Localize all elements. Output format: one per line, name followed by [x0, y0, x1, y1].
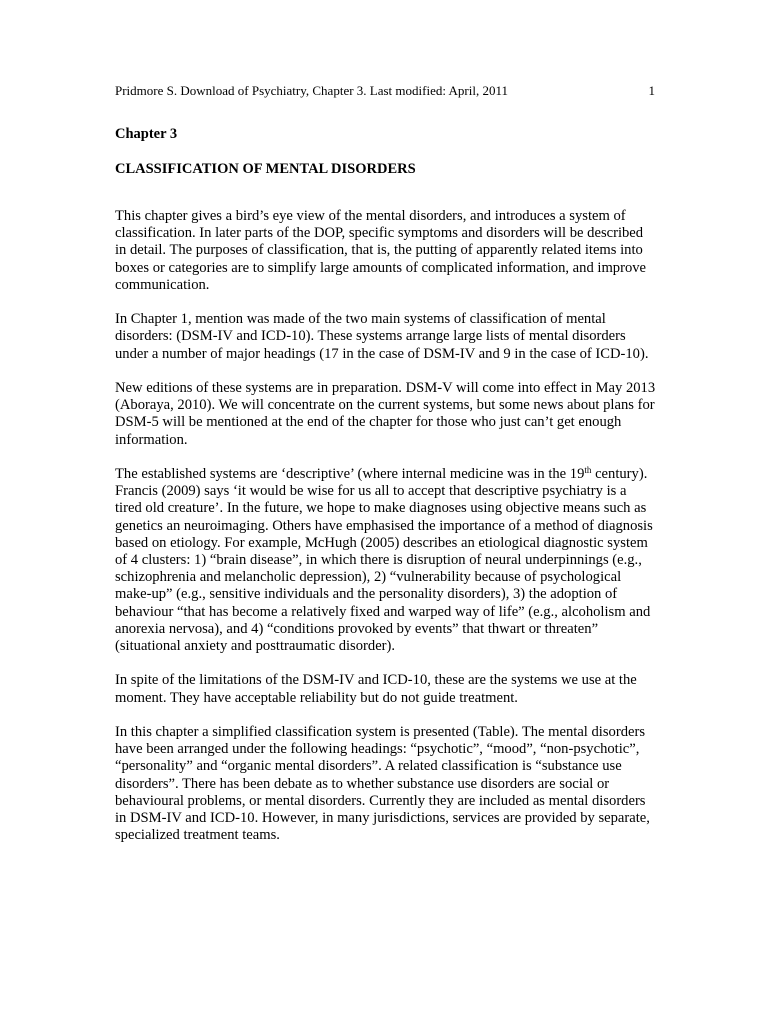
paragraph-descriptive-systems	[115, 466, 656, 655]
paragraph-descriptive-text-end: century). Francis (2009) says ‘it would be wise for us all to accept that descriptive psychiatry is a tired old creature’. In the future, we hope to make diagnoses using objective means such as genetics an neuroimaging. Others have emphasised the importance of a method of diagnosis based on etiology. For example, McHugh (2005) describes an etiological diagnostic system of 4 clusters: 1) “brain disease”, in which there is disruption of neural underpinnings (e.g., schizophrenia and melancholic depression), 2) “vulnerability because of psychological make-up” (e.g., sensitive individuals and the personality disorders), 3) the adoption of behaviour “that has become a relatively fixed and warped way of life” (e.g., alcoholism and anorexia nervosa), and 4) “conditions provoked by events” that thwart or threaten” (situational anxiety and posttraumatic disorder).	[115, 466, 653, 655]
paragraph-classification-systems: In Chapter 1, mention was made of the two main systems of classification of mental disorders: (DSM-IV and ICD-10). These systems arrange large lists of mental disorders under a number of major headings (17 in the case of DSM-IV and 9 in the case of ICD-10).	[115, 311, 649, 362]
paragraph-simplified-system: In this chapter a simplified classification system is presented (Table). The mental disorders have been arranged under the following headings: “psychotic”, “mood”, “non-psychotic”, “personality” and “organic mental disorders”. A related classification is “substance use disorders”. There has been debate as to whether substance use disorders are social or behavioural problems, or mental disorders. Currently they are included as mental disorders in DSM-IV and ICD-10. However, in many jurisdictions, services are provided by separate, specialized treatment teams.	[115, 724, 650, 844]
paragraph-descriptive-text-start: The established systems are ‘descriptive’ (where internal medicine was in the 19	[115, 466, 585, 482]
superscript-th: th	[584, 465, 592, 475]
chapter-title: CLASSIFICATION OF MENTAL DISORDERS	[115, 161, 416, 177]
paragraph-new-editions: New editions of these systems are in preparation. DSM-V will come into effect in May 2013 (Aboraya, 2010). We will concentrate on the current systems, but some news about plans for DSM-5 will be mentioned at the end of the chapter for those who just can’t get enough information.	[115, 380, 656, 448]
page-number: 1	[648, 83, 655, 98]
paragraph-limitations: In spite of the limitations of the DSM-IV and ICD-10, these are the systems we use at the moment. They have acceptable reliability but do not guide treatment.	[115, 672, 637, 706]
body-text	[115, 208, 656, 862]
running-header	[115, 83, 655, 103]
chapter-label: Chapter 3	[115, 126, 178, 142]
paragraph-introduction: This chapter gives a bird’s eye view of the mental disorders, and introduces a system of classification. In later parts of the DOP, specific symptoms and disorders will be described in detail. The purposes of classification, that is, the putting of apparently related items into boxes or categories are to simplify large amounts of complicated information, and improve communication.	[115, 208, 647, 293]
header-citation: Pridmore S. Download of Psychiatry, Chapter 3. Last modified: April, 2011	[115, 83, 508, 98]
